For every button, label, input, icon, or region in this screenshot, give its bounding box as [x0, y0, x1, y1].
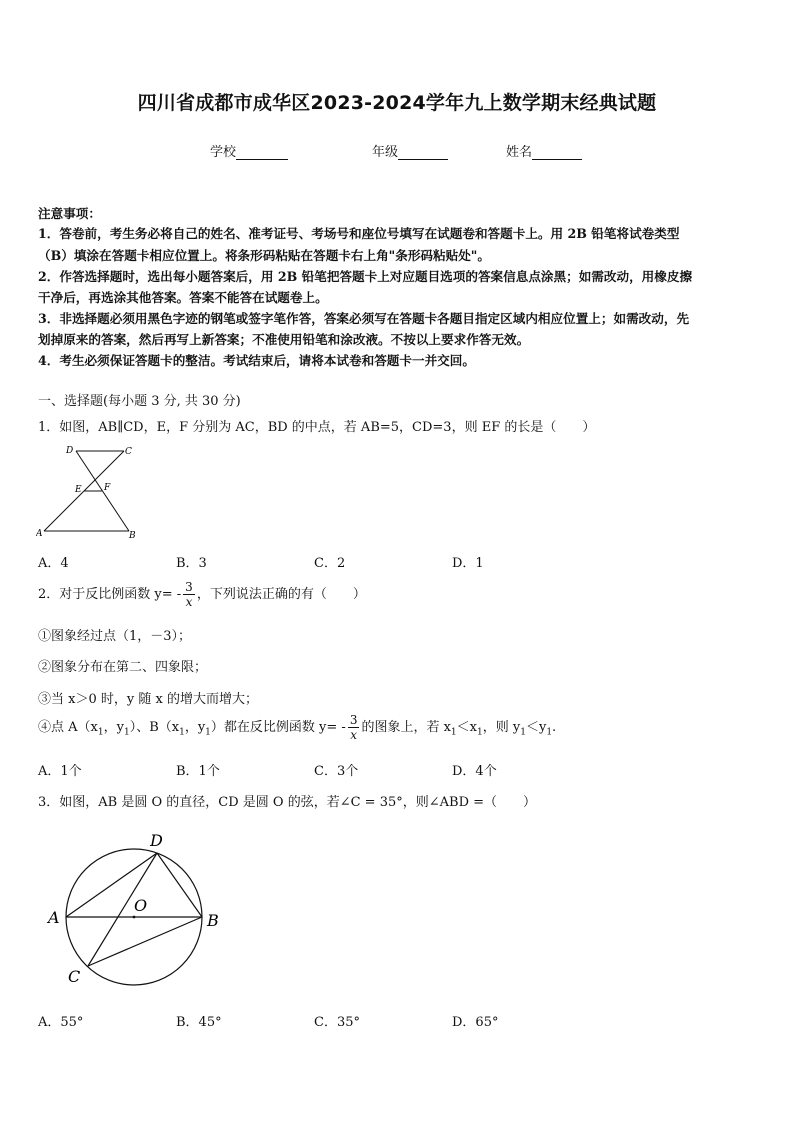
subscript: 1 [546, 727, 553, 738]
s4-text: 的图象上，若 x [361, 720, 451, 735]
q1-figure [36, 443, 140, 539]
q2-option-a[interactable]: A．1个 [38, 764, 82, 779]
q3-stem: 3．如图，AB 是圆 O 的直径，CD 是圆 O 的弦，若∠C = 35°，则∠ABD =（ ） [38, 795, 537, 810]
subscript: 1 [477, 727, 483, 738]
q3-option-b[interactable]: B．45° [176, 1015, 222, 1030]
note-line: 3．非选择题必须用黑色字迹的钢笔或签字笔作答，答案必须写在答题卡各题目指定区域内相应位置上；如需改动，先 [38, 311, 690, 326]
s4-text: ，y [184, 720, 206, 735]
q3-option-c[interactable]: C．35° [314, 1015, 360, 1030]
q2-option-b[interactable]: B．1个 [176, 764, 220, 779]
label-f: F [104, 483, 111, 493]
grade-blank [398, 145, 448, 160]
name-label: 姓名 [506, 145, 533, 160]
fraction-numerator: 3 [185, 580, 193, 594]
q2-stem-prefix: 2．对于反比例函数 y= - [38, 587, 182, 602]
name-blank [532, 145, 582, 160]
note-line: 1．答卷前，考生务必将自己的姓名、准考证号、考场号和座位号填写在试题卷和答题卡上。用 2B 铅笔将试卷类型 [38, 226, 680, 241]
s4-text: ＜x [456, 720, 477, 735]
grade-field[interactable] [372, 141, 448, 160]
section-heading: 一、选择题(每小题 3 分, 共 30 分) [38, 394, 241, 409]
s4-text: ）、B（x [129, 720, 180, 735]
q2-fraction [348, 713, 360, 742]
subscript: 1 [450, 727, 457, 738]
school-blank [236, 145, 288, 160]
s4-text: ＜y [525, 720, 547, 735]
center-point [133, 916, 136, 919]
label-a: A [36, 529, 43, 539]
label-b: B [129, 531, 136, 539]
s4-text: ，y [103, 720, 124, 735]
subscript: 1 [520, 727, 526, 738]
q2-stem [38, 580, 366, 609]
q1-stem: 1．如图，AB∥CD，E，F 分别为 AC，BD 的中点，若 AB=5，CD=3，则 EF 的长是（ ） [38, 420, 596, 435]
q3-figure [40, 826, 230, 988]
label-c: C [125, 447, 132, 457]
grade-label: 年级 [372, 145, 399, 160]
note-line: 4．考生必须保证答题卡的整洁。考试结束后，请将本试卷和答题卡一并交回。 [38, 353, 475, 368]
school-label: 学校 [210, 145, 237, 160]
label-c: C [68, 967, 81, 986]
subscript: 1 [205, 727, 211, 738]
q2-statement-3: ③当 x＞0 时，y 随 x 的增大而增大； [38, 692, 258, 707]
fraction-numerator: 3 [349, 713, 358, 727]
q1-option-c[interactable]: C．2 [314, 556, 346, 571]
s4-text: ）都在反比例函数 y= - [210, 720, 346, 735]
chord-db [157, 853, 202, 917]
subscript: 1 [97, 727, 104, 738]
q1-option-d[interactable]: D．1 [452, 556, 484, 571]
q2-statement-1: ①图象经过点（1，－3）； [38, 629, 192, 644]
s4-text: ，则 y [482, 720, 521, 735]
label-a: A [48, 908, 60, 927]
note-line: 划掉原来的答案，然后再写上新答案；不准使用铅笔和涂改液。不按以上要求作答无效。 [38, 332, 530, 347]
q1-option-a[interactable]: A．4 [38, 556, 69, 571]
q2-stem-suffix: ，下列说法正确的有（ ） [196, 587, 366, 602]
fraction-denominator: x [185, 595, 193, 609]
subscript: 1 [179, 727, 185, 738]
note-line: 干净后，再选涂其他答案。答案不能答在试题卷上。 [38, 290, 328, 305]
q1-option-b[interactable]: B．3 [176, 556, 207, 571]
q2-statement-4 [38, 713, 556, 742]
note-line: 2．作答选择题时，选出每小题答案后，用 2B 铅笔把答题卡上对应题目选项的答案信息点涂黑；如需改动，用橡皮擦 [38, 269, 693, 284]
subscript: 1 [123, 727, 130, 738]
notes-heading: 注意事项： [38, 206, 101, 221]
fraction-denominator: x [350, 728, 358, 742]
q2-option-c[interactable]: C．3个 [314, 764, 359, 779]
q2-fraction [183, 580, 195, 609]
q3-option-a[interactable]: A．55° [38, 1015, 84, 1030]
name-field[interactable] [506, 141, 582, 160]
q2-option-d[interactable]: D．4个 [452, 764, 497, 779]
q2-statement-2: ②图象分布在第二、四象限； [38, 660, 208, 675]
s4-text: ④点 A（x [38, 720, 98, 735]
label-d: D [66, 446, 74, 456]
label-e: E [75, 485, 82, 495]
chord-cb [88, 917, 202, 966]
s4-text: . [552, 720, 557, 735]
q3-option-d[interactable]: D．65° [452, 1015, 499, 1030]
label-b: B [207, 911, 219, 930]
page-title: 四川省成都市成华区2023-2024学年九上数学期末经典试题 [137, 92, 657, 114]
label-o: O [134, 896, 148, 915]
label-d: D [150, 831, 163, 850]
note-line: （B）填涂在答题卡相应位置上。将条形码粘贴在答题卡右上角"条形码粘贴处"。 [38, 248, 490, 263]
school-field[interactable] [210, 141, 288, 160]
